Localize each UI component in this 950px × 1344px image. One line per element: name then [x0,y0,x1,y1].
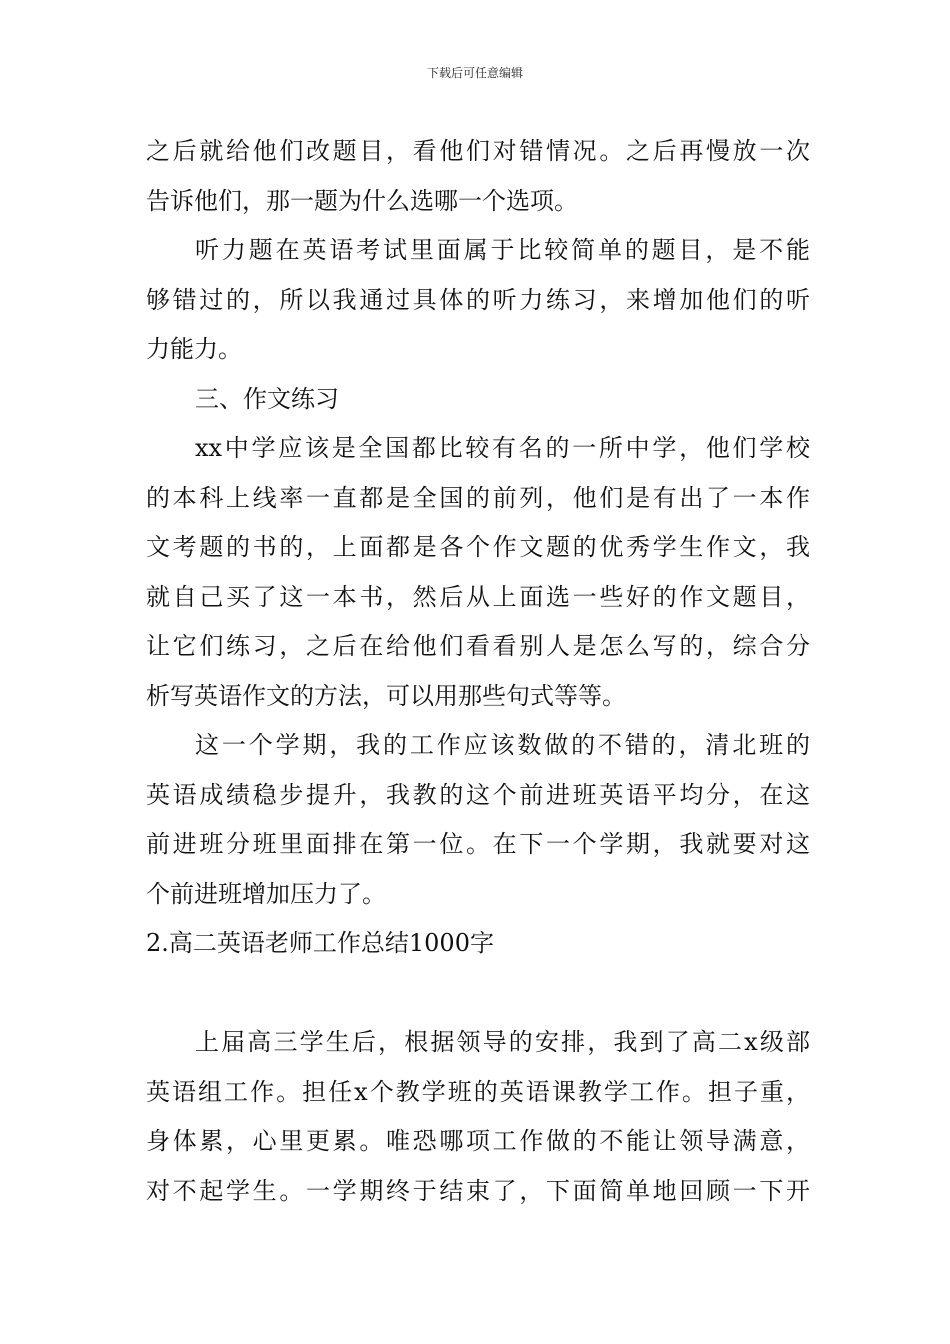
text-line: 对不起学生。一学期终于结束了，下面简单地回顾一下开 [146,1176,810,1205]
document-body [146,127,810,1216]
text-line: 英语成绩稳步提升，我教的这个前进班英语平均分，在这 [146,780,810,809]
text-line: 三、作文练习 [195,384,339,413]
text-line: 之后就给他们改题目，看他们对错情况。之后再慢放一次 [146,137,810,165]
text-line: 这一个学期，我的工作应该数做的不错的，清北班的 [195,731,810,759]
text-line: 个前进班增加压力了。 [146,879,386,908]
paragraph-listening-importance [146,226,810,375]
text-line: 听力题在英语考试里面属于比较简单的题目，是不能 [195,236,810,264]
text-line: 析写英语作文的方法，可以用那些句式等等。 [146,681,626,710]
text-line: 文考题的书的，上面都是各个作文题的优秀学生作文，我 [146,533,810,561]
text-line: 就自己买了这一本书，然后从上面选一些好的作文题目， [146,582,810,611]
text-line: 让它们练习，之后在给他们看看别人是怎么写的，综合分 [146,632,810,660]
text-line: 上届高三学生后，根据领导的安排，我到了高二x级部 [195,1028,810,1056]
paragraph-listening-review [146,127,810,226]
text-line: xx中学应该是全国都比较有名的一所中学，他们学校 [195,434,810,462]
text-line: 够错过的，所以我通过具体的听力练习，来增加他们的听 [146,285,810,314]
text-line: 英语组工作。担任x个教学班的英语课教学工作。担子重， [146,1077,810,1106]
text-line: 2.高二英语老师工作总结1000字 [146,929,494,957]
text-line: 前进班分班里面排在第一位。在下一个学期，我就要对这 [146,830,810,858]
blank-line [146,969,810,1019]
text-line: 告诉他们，那一题为什么选哪一个选项。 [146,186,578,215]
section-heading-writing [146,375,810,425]
page-header: 下载后可任意编辑 [426,66,523,80]
text-line: 的本科上线率一直都是全国的前列，他们是有出了一本作 [146,483,810,512]
section-title-2 [146,919,810,969]
text-line: 力能力。 [146,335,242,363]
paragraph-semester-summary [146,721,810,919]
text-line: 身体累，心里更累。唯恐哪项工作做的不能让领导满意， [146,1127,810,1155]
paragraph-grade-two-intro [146,1018,810,1216]
paragraph-writing-practice [146,424,810,721]
